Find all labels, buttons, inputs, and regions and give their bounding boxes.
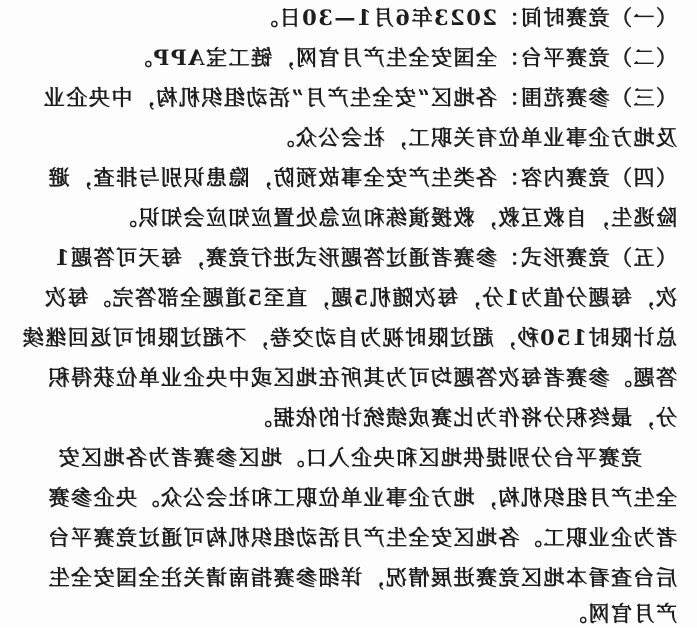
line-11-text: 分，最终积分将作为比赛成绩统计的依据。	[249, 405, 677, 430]
line-9-text: 总计限时150秒，超过限时视为自动交卷，不超过限时可返回继续	[21, 325, 677, 350]
line-12	[57, 444, 642, 472]
line-8-text: 次，每题分值为1分，每次随机5题，直至5道题全部答完。每次	[43, 285, 677, 310]
line-2	[130, 44, 677, 72]
line-7-label: （五）竞赛形式：	[497, 245, 677, 270]
line-5	[47, 164, 677, 192]
line-15	[47, 564, 677, 592]
line-11	[250, 404, 678, 432]
line-2-text: 全国安全生产月官网，链工宝APP。	[129, 45, 497, 70]
line-1-text: 2023年6月1—30日。	[255, 5, 497, 30]
line-14-text: 者为企业职工。各地区安全生产月活动组织机构可通过竞赛平台	[47, 525, 677, 550]
line-16-text: 产月官网。	[564, 601, 677, 626]
line-6-text: 险逃生，自救互救，救援演练和应急处置应知应会知识。	[114, 205, 677, 230]
line-5-text: 各类生产安全事故预防，隐患识别与排查，避	[47, 165, 497, 190]
line-2-label: （二）竞赛平台：	[497, 45, 677, 70]
line-16	[565, 600, 678, 628]
line-5-label: （四）竞赛内容：	[497, 165, 677, 190]
line-4-text: 及地方企事业单位有关职工，社会公众。	[272, 125, 677, 150]
line-10	[47, 364, 677, 392]
line-6	[115, 204, 678, 232]
line-1-label: （一）竞赛时间：	[497, 5, 677, 30]
line-3-label: （三）参赛范围：	[497, 85, 677, 110]
line-13	[47, 484, 677, 512]
line-10-text: 答题。参赛者每次答题均可为其所在地区或中央企业单位获得积	[47, 365, 677, 390]
line-1	[256, 4, 677, 32]
line-13-text: 全生产月组织机构，地方企事业单位职工和社会公众。央企参赛	[47, 485, 677, 510]
line-12-text: 竞赛平台分别提供地区和央企入口。地区参赛者为各地区安	[57, 445, 642, 470]
line-14	[47, 524, 677, 552]
line-15-text: 后台查看本地区竞赛进展情况，详细参赛指南请关注全国安全生	[47, 565, 677, 590]
line-9	[21, 324, 677, 352]
line-7	[53, 244, 677, 272]
line-7-text: 参赛者通过答题形式进行竞赛，每天可答题1	[53, 245, 497, 270]
line-4	[272, 124, 677, 152]
line-3	[42, 84, 677, 112]
line-3-text: 各地区“安全生产月”活动组织机构，中央企业	[42, 85, 497, 110]
line-8	[44, 284, 677, 312]
